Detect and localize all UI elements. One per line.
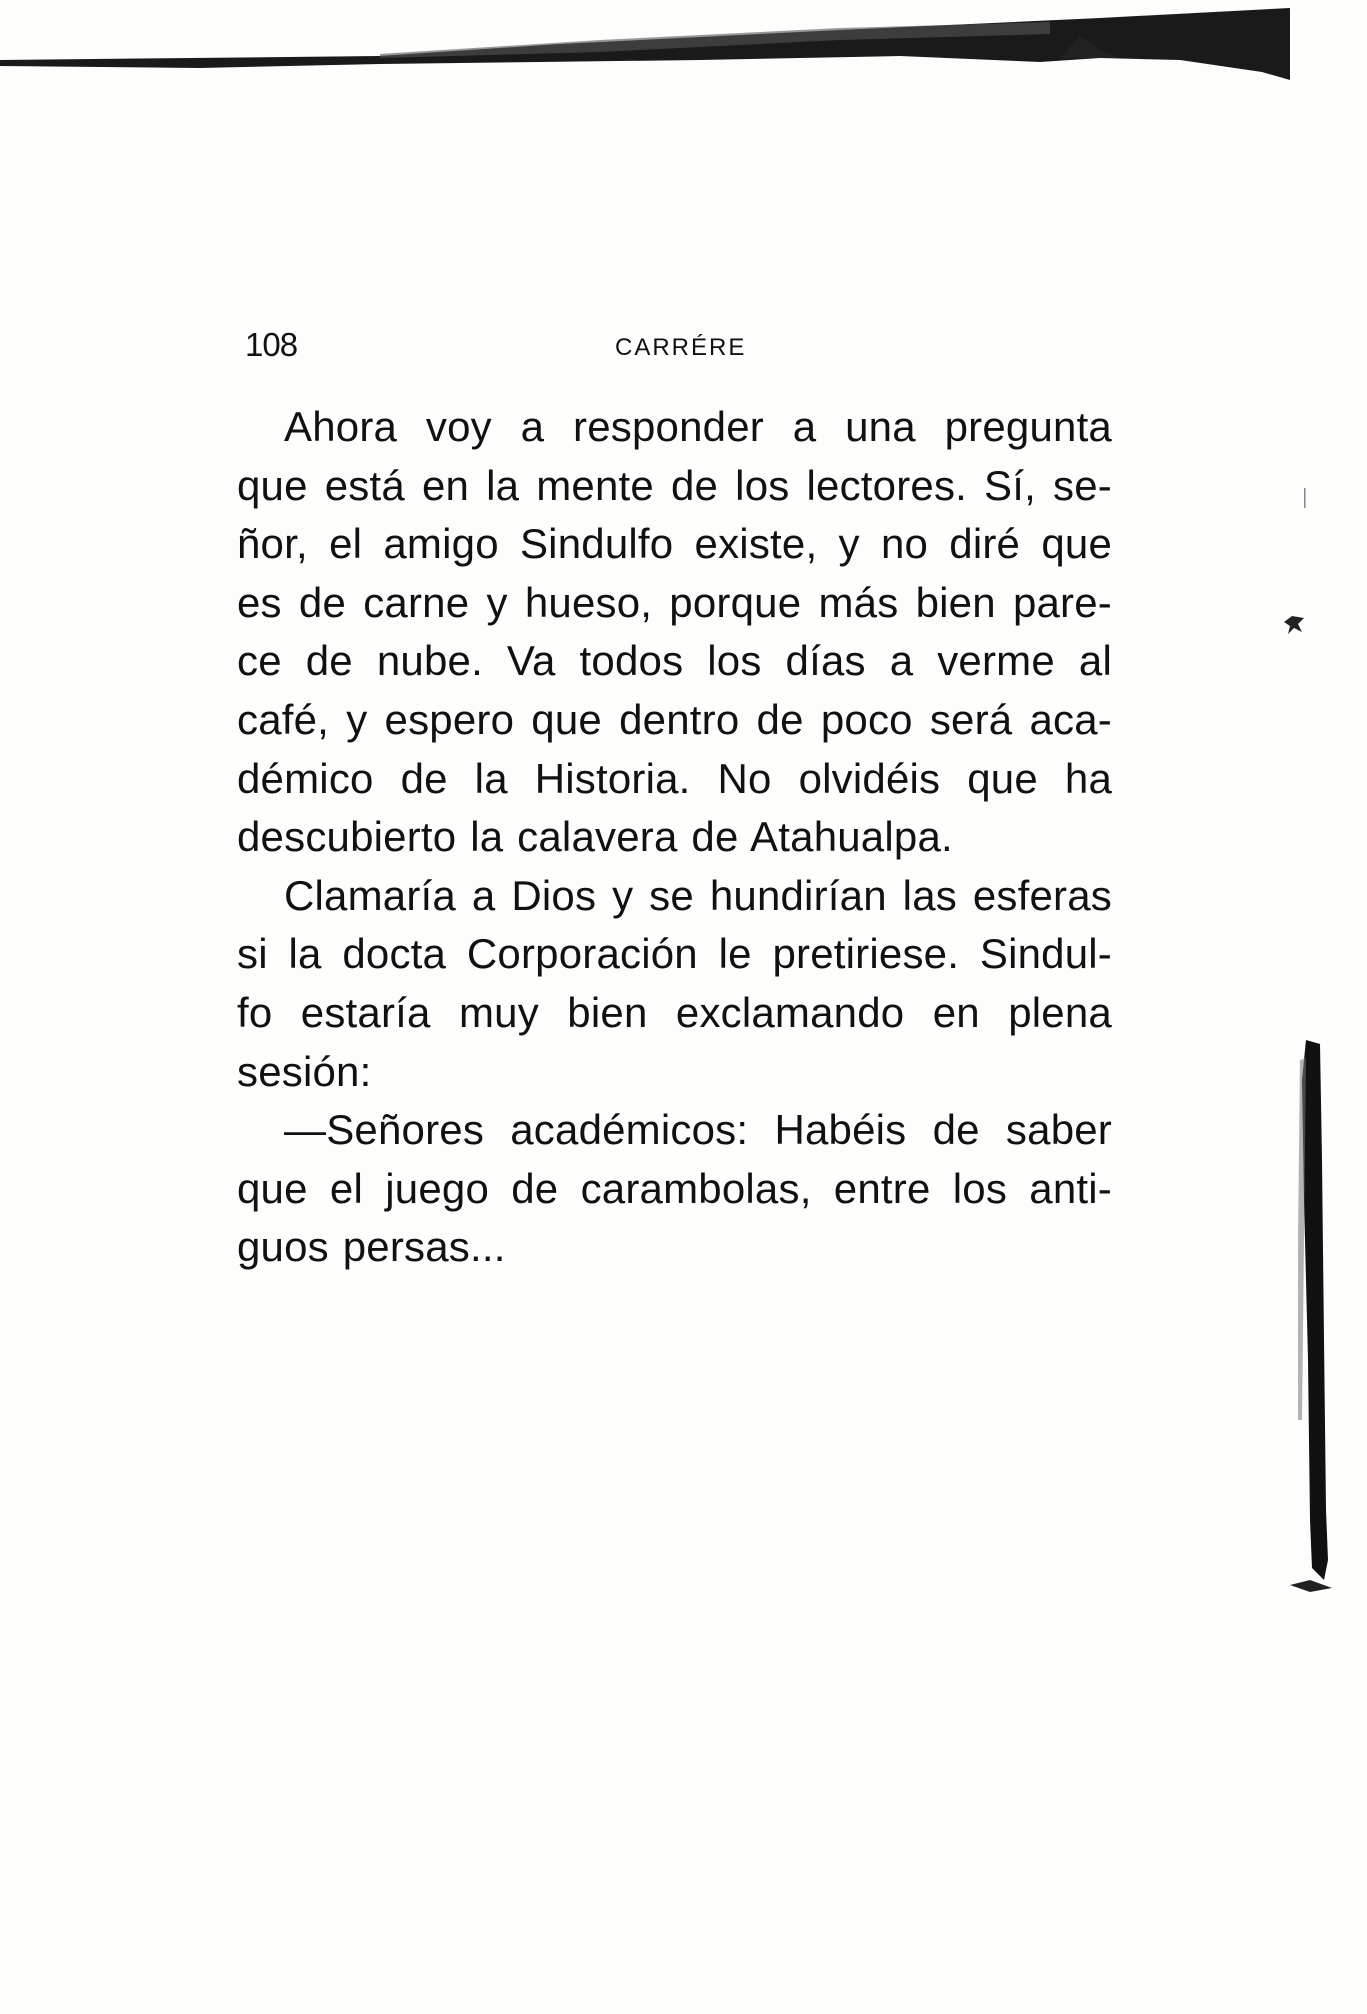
scan-speck	[1282, 612, 1308, 636]
text-line: —Señores académicos: Habéis de saber	[284, 1106, 1112, 1154]
text-line: que está en la mente de los lectores. Sí, se-	[237, 461, 1112, 509]
text-line: démico de la Historia. No olvidéis que ha	[237, 754, 1112, 802]
text-line: Clamaría a Dios y se hundirían las esferas	[284, 871, 1112, 919]
scan-top-edge	[0, 0, 1367, 90]
text-line: ce de nube. Va todos los días a verme al	[237, 637, 1112, 685]
text-line: es de carne y hueso, porque más bien pare-	[237, 578, 1112, 626]
text-line: fo estaría muy bien exclamando en plena	[237, 988, 1112, 1036]
page-number: 108	[245, 326, 298, 363]
text-line: descubierto la calavera de Atahualpa.	[237, 813, 953, 861]
scan-right-edge	[1280, 1040, 1367, 1640]
text-line: guos persas...	[237, 1223, 506, 1271]
text-line: Ahora voy a responder a una pregunta	[284, 403, 1112, 450]
scan-speck	[1303, 488, 1307, 508]
text-line: sesión:	[237, 1047, 372, 1095]
body-text	[237, 398, 1112, 1277]
text-line: si la docta Corporación le pretiriese. Sindul-	[237, 930, 1112, 978]
text-line: café, y espero que dentro de poco será aca-	[237, 695, 1112, 743]
running-head	[245, 326, 1145, 370]
running-title: CARRÉRE	[615, 334, 747, 361]
text-line: ñor, el amigo Sindulfo existe, y no diré que	[237, 520, 1112, 568]
text-line: que el juego de carambolas, entre los anti-	[237, 1164, 1112, 1212]
